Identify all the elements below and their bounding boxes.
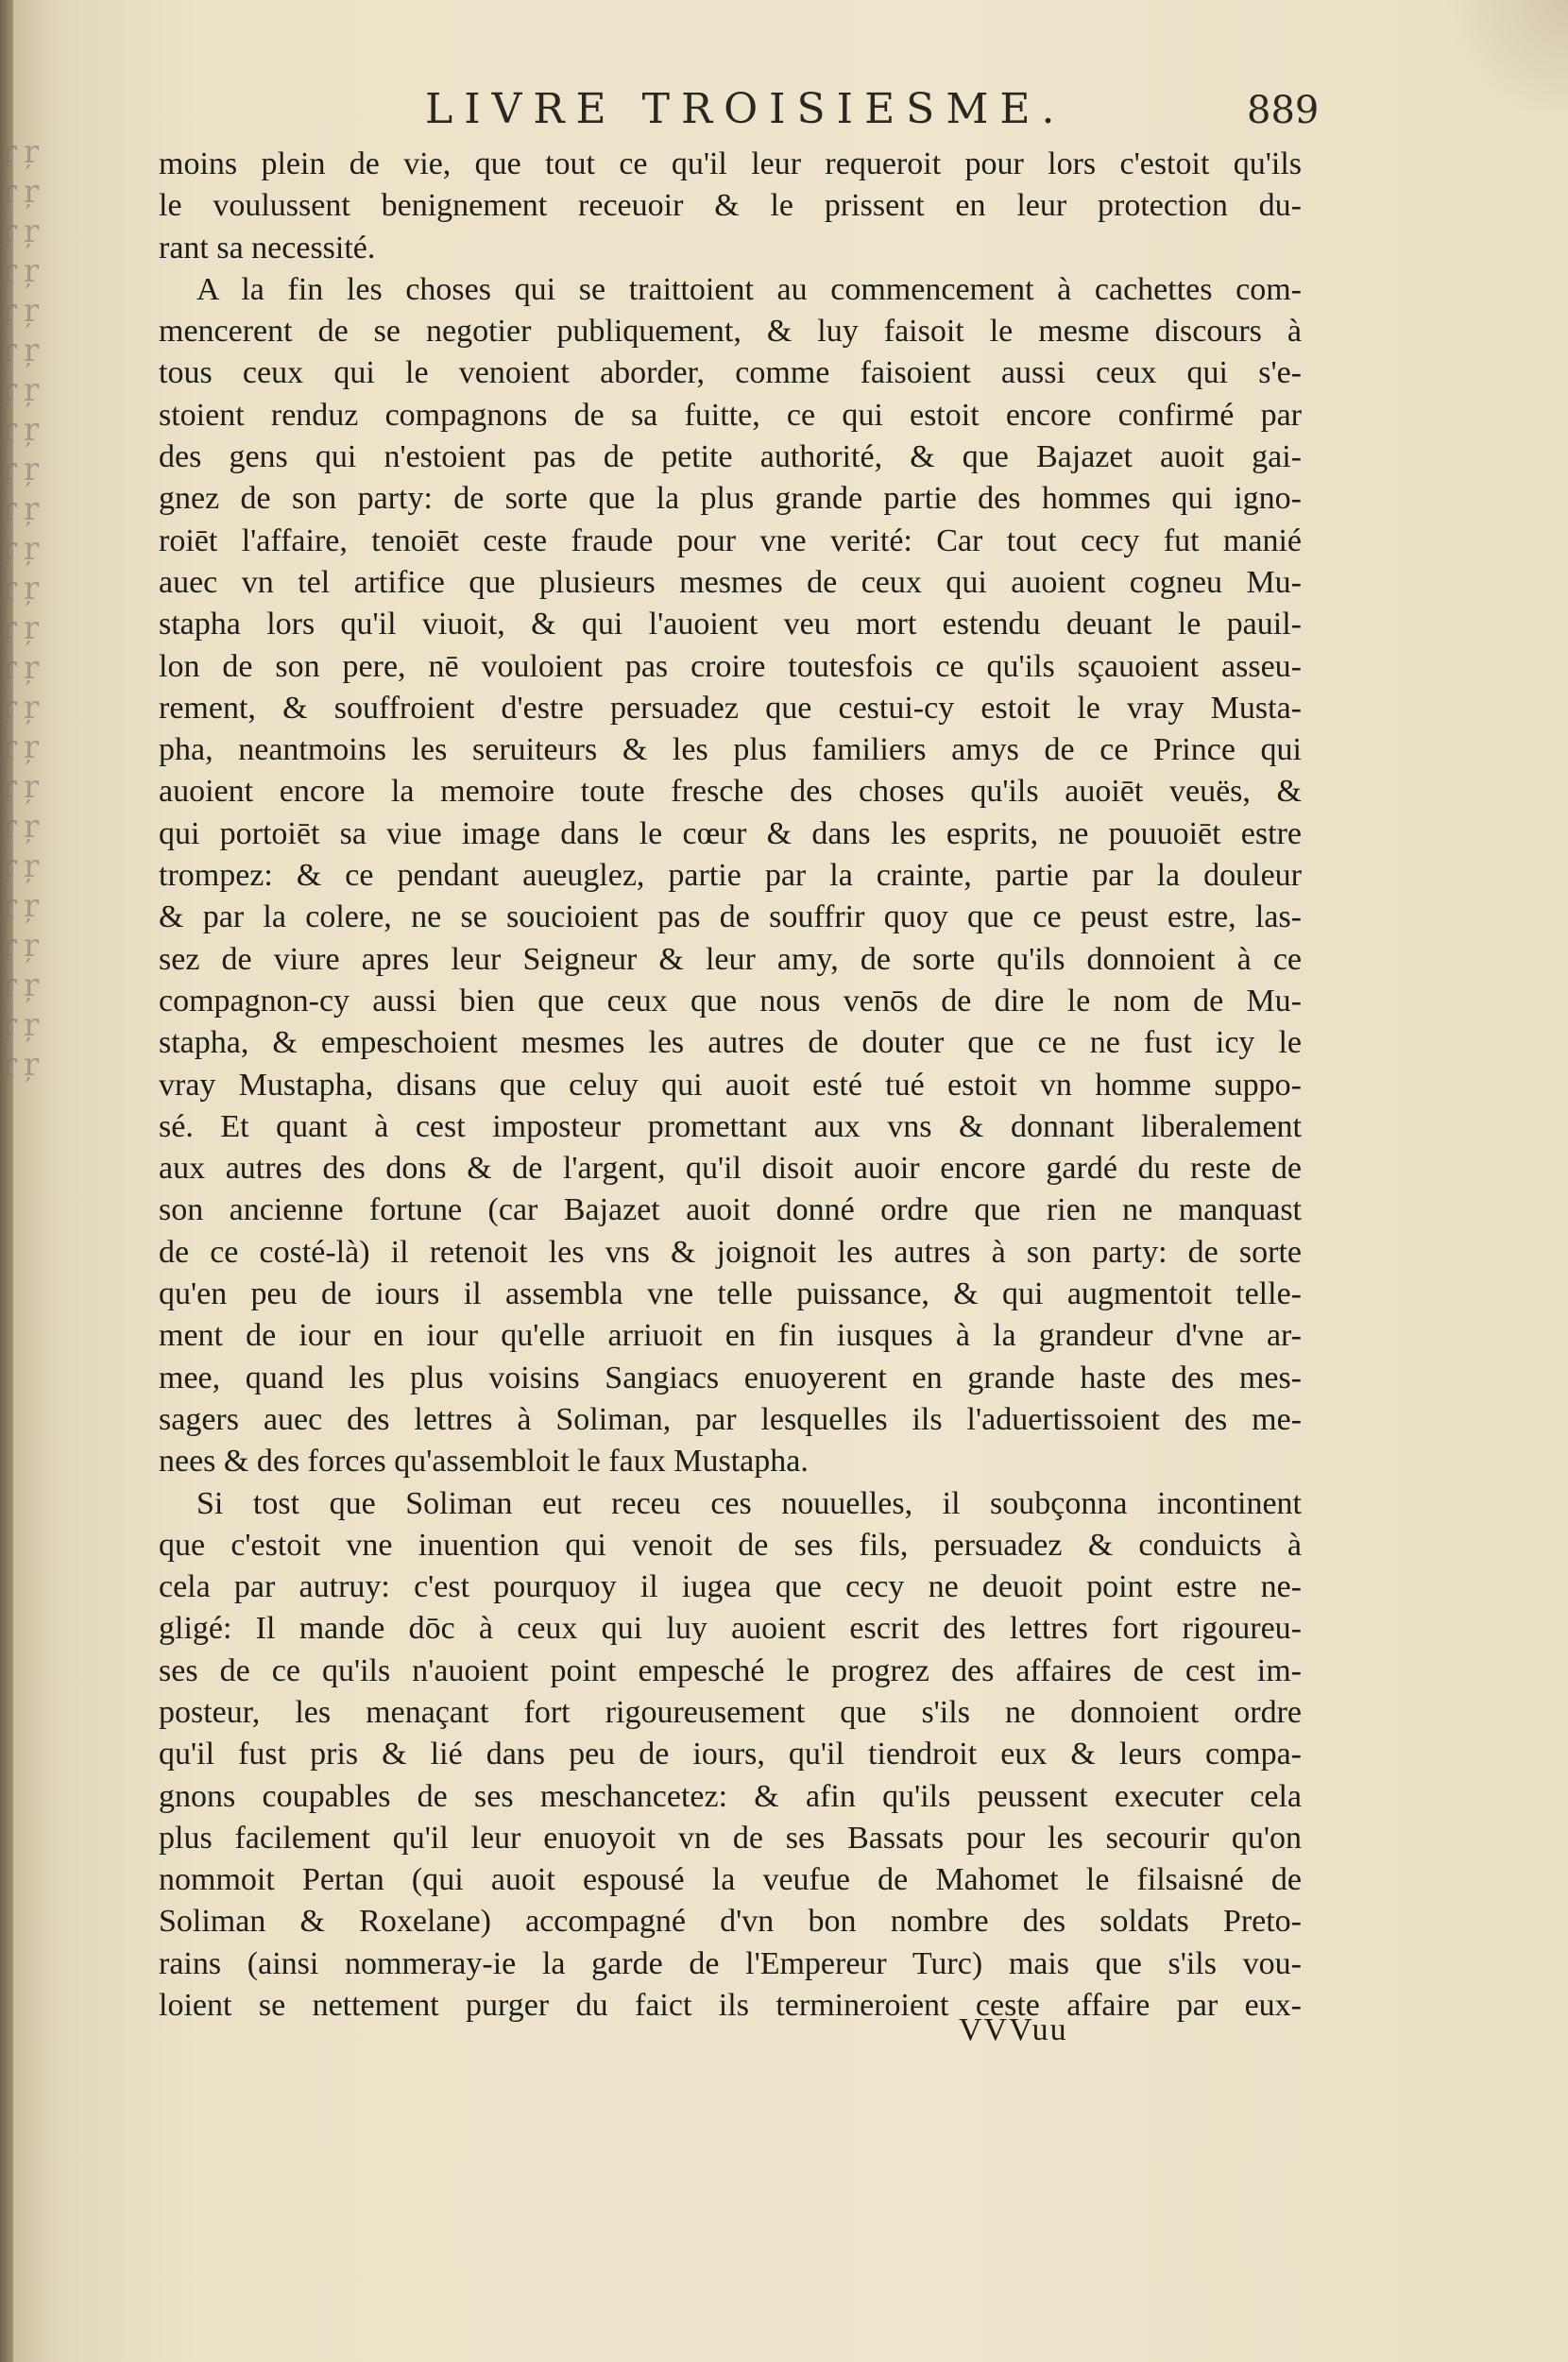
text-line: rant sa necessité. <box>159 230 376 265</box>
text-line: gnons coupables de ses meschancetez: & afin qu'ils peussent executer cela <box>159 1778 1302 1814</box>
text-line: posteur, les menaçant fort rigoureusement que s'ils ne donnoient ordre <box>159 1694 1302 1730</box>
text-line: auoient encore la memoire toute fresche des choses qu'ils auoiēt veuës, & <box>159 774 1302 810</box>
text-line: mee, quand les plus voisins Sangiacs enuoyerent en grande haste des mes- <box>159 1360 1302 1395</box>
text-line: compagnon-cy aussi bien que ceux que nous venōs de dire le nom de Mu- <box>159 983 1302 1018</box>
text-line: rains (ainsi nommeray-ie la garde de l'Empereur Turc) mais que s'ils vou- <box>159 1945 1302 1981</box>
text-line: qui portoiēt sa viue image dans le cœur & dans les esprits, ne pouuoiēt estre <box>159 815 1302 851</box>
text-line: de ce costé-là) il retenoit les vns & joignoit les autres à son party: de sorte <box>159 1234 1302 1270</box>
text-line: que c'estoit vne inuention qui venoit de ses fils, persuadez & conduicts à <box>159 1527 1302 1563</box>
text-line: nees & des forces qu'assembloit le faux Mustapha. <box>159 1444 809 1480</box>
text-line: gligé: Il mande dōc à ceux qui luy auoient escrit des lettres fort rigoureu- <box>159 1611 1302 1647</box>
text-line: moins plein de vie, que tout ce qu'il leur requeroit pour lors c'estoit qu'ils <box>159 146 1302 181</box>
text-line: plus facilement qu'il leur enuoyoit vn de ses Bassats pour les secourir qu'on <box>159 1820 1302 1856</box>
text-line: sagers auec des lettres à Soliman, par lesquelles ils l'aduertissoient des me- <box>159 1401 1302 1437</box>
text-line: sez de viure apres leur Seigneur & leur amy, de sorte qu'ils donnoient à ce <box>159 941 1302 977</box>
text-line: le voulussent benignement receuoir & le prissent en leur protection du- <box>159 188 1302 224</box>
text-line: A la fin les choses qui se traittoient au commencement à cachettes com- <box>196 271 1302 307</box>
text-line: ses de ce qu'ils n'auoient point empesché le progrez des affaires de cest im- <box>159 1652 1302 1688</box>
text-line: aux autres des dons & de l'argent, qu'il disoit auoir encore gardé du reste de <box>159 1151 1302 1187</box>
text-line: ment de iour en iour qu'elle arriuoit en fin iusques à la grandeur d'vne ar- <box>159 1318 1302 1354</box>
page-header <box>425 85 1332 142</box>
text-line: son ancienne fortune (car Bajazet auoit donné ordre que rien ne manquast <box>159 1192 1302 1228</box>
text-line: & par la colere, ne se soucioient pas de souffrir quoy que ce peust estre, las- <box>159 899 1302 935</box>
folio-number: 889 <box>1247 89 1320 132</box>
facing-page-bleed-through: ŗ ŗ ŗ ŗ ŗ ŗ ŗ ŗ ŗ ŗ ŗ ŗ ŗ ŗ ŗ ŗ ŗ ŗ ŗ ŗ ŗ ŗ ŗ ŗ ŗ ŗ ŗ ŗ ŗ ŗ ŗ ŗ ŗ ŗ ŗ ŗ ŗ ŗ ŗ ŗ ŗ ŗ ŗ ŗ ŗ ŗ ŗ ŗ <box>2 133 38 1084</box>
text-line: stapha lors qu'il viuoit, & qui l'auoient veu mort estendu deuant le pauil- <box>159 607 1302 642</box>
text-line: qu'en peu de iours il assembla vne telle puissance, & qui augmentoit telle- <box>159 1276 1302 1312</box>
text-line: qu'il fust pris & lié dans peu de iours, qu'il tiendroit eux & leurs compa- <box>159 1737 1302 1772</box>
text-line: des gens qui n'estoient pas de petite authorité, & que Bajazet auoit gai- <box>159 439 1302 475</box>
text-line: sé. Et quant à cest imposteur promettant aux vns & donnant liberalement <box>159 1108 1302 1144</box>
body-text <box>159 144 1302 2027</box>
text-line: gnez de son party: de sorte que la plus grande partie des hommes qui igno- <box>159 481 1302 517</box>
text-line: lon de son pere, nē vouloient pas croire toutesfois ce qu'ils sçauoient asseu- <box>159 648 1302 684</box>
text-line: loient se nettement purger du faict ils termineroient ceste affaire par eux- <box>159 1988 1302 2024</box>
text-line: mencerent de se negotier publiquement, & luy faisoit le mesme discours à <box>159 314 1302 350</box>
text-line: vray Mustapha, disans que celuy qui auoit esté tué estoit vn homme suppo- <box>159 1067 1302 1103</box>
catchword-signature: VVVuu <box>959 2012 1068 2047</box>
text-line: trompez: & ce pendant aueuglez, partie par la crainte, partie par la douleur <box>159 858 1302 894</box>
text-line: pha, neantmoins les seruiteurs & les plus familiers amys de ce Prince qui <box>159 732 1302 768</box>
text-line: rement, & souffroient d'estre persuadez que cestui-cy estoit le vray Musta- <box>159 690 1302 726</box>
text-line: Soliman & Roxelane) accompagné d'vn bon nombre des soldats Preto- <box>159 1904 1302 1940</box>
text-line: tous ceux qui le venoient aborder, comme faisoient aussi ceux qui s'e- <box>159 355 1302 391</box>
text-line: stapha, & empeschoient mesmes les autres de douter que ce ne fust icy le <box>159 1025 1302 1061</box>
text-line: Si tost que Soliman eut receu ces nouuelles, il soubçonna incontinent <box>196 1485 1302 1521</box>
text-line: auec vn tel artifice que plusieurs mesmes de ceux qui auoient cogneu Mu- <box>159 564 1302 600</box>
page-stain <box>1436 0 1568 113</box>
text-line: nommoit Pertan (qui auoit espousé la veufue de Mahomet le filsaisné de <box>159 1862 1302 1898</box>
running-head: LIVRE TROISIESME. <box>425 85 1066 133</box>
text-line: stoient renduz compagnons de sa fuitte, ce qui estoit encore confirmé par <box>159 397 1302 433</box>
text-line: roiēt l'affaire, tenoiēt ceste fraude pour vne verité: Car tout cecy fut manié <box>159 522 1302 558</box>
text-line: cela par autruy: c'est pourquoy il iugea que cecy ne deuoit point estre ne- <box>159 1569 1302 1605</box>
